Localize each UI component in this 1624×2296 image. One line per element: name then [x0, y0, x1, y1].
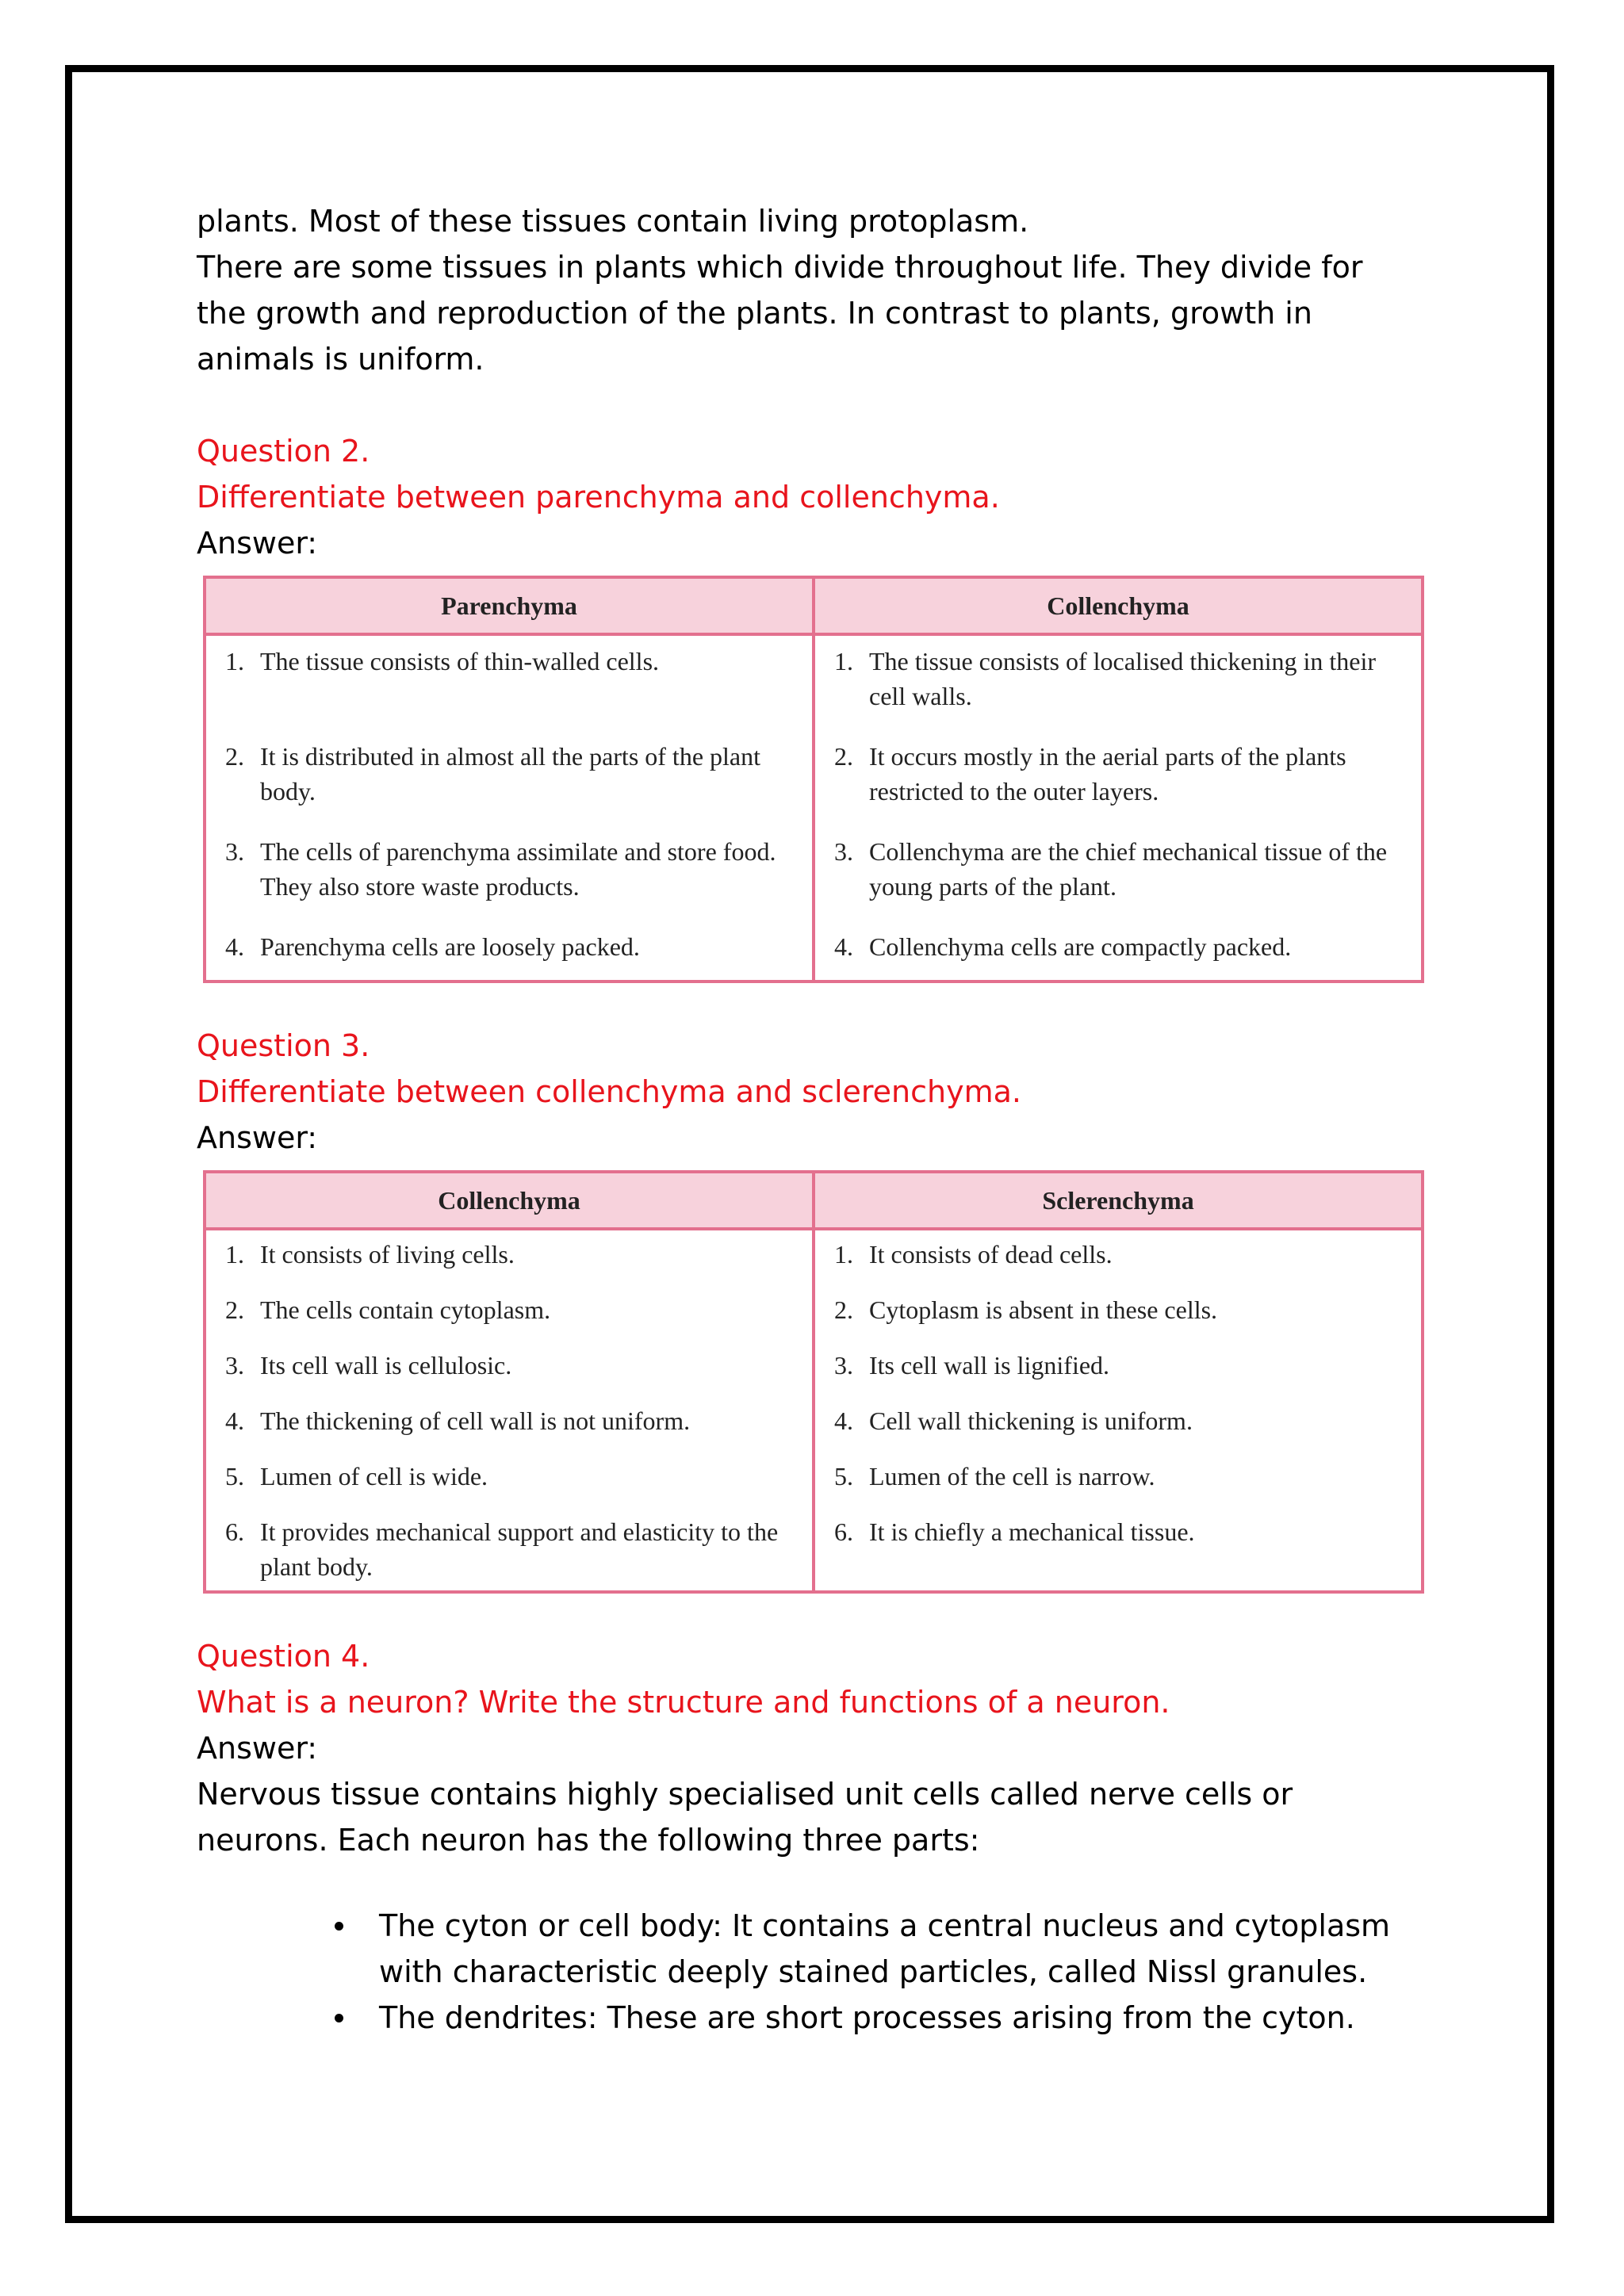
item-number: 1.: [834, 647, 853, 675]
intro-line: animals is uniform.: [197, 342, 485, 377]
table-cell: The thickening of cell wall is not uniform.: [260, 1406, 691, 1435]
intro-line: There are some tissues in plants which divide throughout life. They divide for: [197, 250, 1363, 285]
item-number: 2.: [225, 742, 244, 771]
item-number: 2.: [225, 1295, 244, 1324]
table-cell: It consists of dead cells.: [869, 1240, 1113, 1269]
question-4-number: Question 4.: [197, 1639, 370, 1674]
list-item: [379, 1995, 1410, 2041]
item-number: 2.: [834, 742, 853, 771]
table-cell: The cells contain cytoplasm.: [260, 1295, 551, 1324]
table-header-sclerenchyma: Sclerenchyma: [814, 1172, 1423, 1229]
table-row: [205, 826, 1423, 921]
table-cell: It is distributed in almost all the parts of the plant body.: [260, 742, 760, 806]
table-row: [205, 921, 1423, 982]
item-number: 4.: [834, 932, 853, 961]
page-content: [197, 198, 1434, 2041]
bullet-icon: [335, 2014, 343, 2022]
item-number: 3.: [834, 837, 853, 866]
item-number: 3.: [225, 1351, 244, 1380]
intro-line: plants. Most of these tissues contain living protoplasm.: [197, 204, 1029, 239]
table-row: [205, 1286, 1423, 1341]
table-cell: It provides mechanical support and elasticity to the plant body.: [260, 1517, 779, 1581]
table-cell: Parenchyma cells are loosely packed.: [260, 932, 640, 961]
item-number: 3.: [225, 837, 244, 866]
table-row: [205, 1397, 1423, 1452]
item-number: 5.: [834, 1462, 853, 1490]
table-header-collenchyma: Collenchyma: [814, 577, 1423, 634]
table-row: [205, 634, 1423, 731]
question-4-body: [197, 1771, 1434, 1863]
item-number: 4.: [225, 1406, 244, 1435]
item-number: 6.: [225, 1517, 244, 1546]
question-2-number: Question 2.: [197, 434, 370, 469]
table-cell: Lumen of the cell is narrow.: [869, 1462, 1155, 1490]
collenchyma-sclerenchyma-table: [203, 1170, 1424, 1594]
bullet-icon: [335, 1922, 343, 1931]
question-2-text: Differentiate between parenchyma and collenchyma.: [197, 480, 1000, 515]
table-header-collenchyma: Collenchyma: [205, 1172, 814, 1229]
table-cell: Its cell wall is lignified.: [869, 1351, 1110, 1380]
item-number: 4.: [834, 1406, 853, 1435]
list-item-text: The dendrites: These are short processes arising from the cyton.: [379, 2000, 1355, 2035]
body-line: Nervous tissue contains highly specialised unit cells called nerve cells or: [197, 1777, 1293, 1812]
intro-paragraph: [197, 198, 1434, 382]
item-number: 4.: [225, 932, 244, 961]
table-header-parenchyma: Parenchyma: [205, 577, 814, 634]
table-cell: The tissue consists of thin-walled cells.: [260, 647, 660, 675]
question-3-number: Question 3.: [197, 1028, 370, 1063]
table-row: [205, 1229, 1423, 1286]
list-item-text: The cyton or cell body: It contains a central nucleus and cytoplasm with characteristic deeply stained particles, called Nissl granules.: [379, 1908, 1391, 1989]
table-row: [205, 1341, 1423, 1397]
table-cell: It occurs mostly in the aerial parts of the plants restricted to the outer layers.: [869, 742, 1346, 806]
item-number: 6.: [834, 1517, 853, 1546]
question-4-answer-label: Answer:: [197, 1731, 318, 1766]
neuron-parts-list: [197, 1903, 1434, 2041]
item-number: 5.: [225, 1462, 244, 1490]
parenchyma-collenchyma-table: [203, 576, 1424, 983]
table-cell: Cytoplasm is absent in these cells.: [869, 1295, 1218, 1324]
intro-line: the growth and reproduction of the plants. In contrast to plants, growth in: [197, 296, 1312, 331]
question-3-text: Differentiate between collenchyma and sclerenchyma.: [197, 1074, 1021, 1109]
item-number: 3.: [834, 1351, 853, 1380]
table-row: [205, 1452, 1423, 1508]
item-number: 1.: [225, 1240, 244, 1269]
table-cell: Its cell wall is cellulosic.: [260, 1351, 512, 1380]
item-number: 1.: [834, 1240, 853, 1269]
question-2-answer-label: Answer:: [197, 526, 318, 561]
table-row: [205, 1508, 1423, 1592]
table-cell: Lumen of cell is wide.: [260, 1462, 488, 1490]
list-item: [379, 1903, 1410, 1995]
table-cell: Collenchyma are the chief mechanical tissue of the young parts of the plant.: [869, 837, 1388, 901]
question-4-text: What is a neuron? Write the structure and functions of a neuron.: [197, 1685, 1170, 1720]
item-number: 1.: [225, 647, 244, 675]
table-cell: The tissue consists of localised thickening in their cell walls.: [869, 647, 1376, 710]
table-row: [205, 731, 1423, 826]
table-cell: It is chiefly a mechanical tissue.: [869, 1517, 1195, 1546]
table-cell: Collenchyma cells are compactly packed.: [869, 932, 1292, 961]
item-number: 2.: [834, 1295, 853, 1324]
body-line: neurons. Each neuron has the following three parts:: [197, 1823, 980, 1858]
table-cell: Cell wall thickening is uniform.: [869, 1406, 1193, 1435]
table-cell: It consists of living cells.: [260, 1240, 515, 1269]
question-3-answer-label: Answer:: [197, 1120, 318, 1155]
table-cell: The cells of parenchyma assimilate and store food. They also store waste products.: [260, 837, 776, 901]
